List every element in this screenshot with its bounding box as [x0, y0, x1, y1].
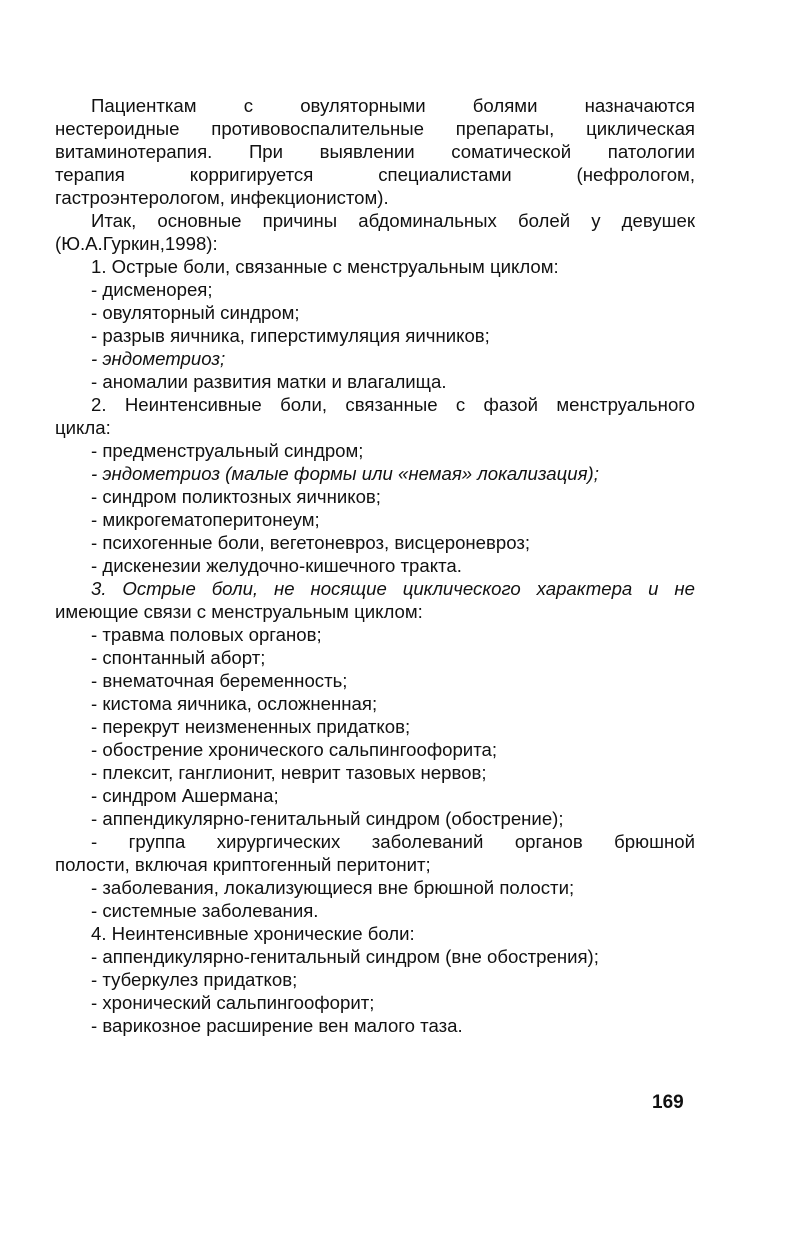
text-line: витаминотерапия. При выявлении соматической патологии — [55, 141, 695, 162]
list-item: - аппендикулярно-генитальный синдром (обострение); — [91, 808, 564, 829]
list-heading: 1. Острые боли, связанные с менструальным циклом: — [91, 256, 559, 277]
list-item: - синдром Ашермана; — [91, 785, 279, 806]
list-item: - хронический сальпингоофорит; — [91, 992, 375, 1013]
list-item: - аномалии развития матки и влагалища. — [91, 371, 447, 392]
list-item: - эндометриоз; — [91, 348, 226, 369]
list-heading: 3. Острые боли, не носящие циклического характера и не — [91, 578, 695, 599]
text-line: терапия корригируется специалистами (нефрологом, — [55, 164, 695, 185]
list-item: - предменструальный синдром; — [91, 440, 364, 461]
list-item: - дисменорея; — [91, 279, 213, 300]
page-number: 169 — [652, 1092, 684, 1113]
text-line: нестероидные противовоспалительные препараты, циклическая — [55, 118, 695, 139]
list-item: - аппендикулярно-генитальный синдром (вне обострения); — [91, 946, 599, 967]
list-item: - обострение хронического сальпингоофорита; — [91, 739, 498, 760]
list-item: - спонтанный аборт; — [91, 647, 266, 668]
list-item: - заболевания, локализующиеся вне брюшной полости; — [91, 877, 575, 898]
list-item: - внематочная беременность; — [91, 670, 348, 691]
list-item: - туберкулез придатков; — [91, 969, 298, 990]
list-item: - психогенные боли, вегетоневроз, висцероневроз; — [91, 532, 531, 553]
text-line: Итак, основные причины абдоминальных болей у девушек — [91, 210, 695, 231]
text-line: гастроэнтерологом, инфекционистом). — [55, 187, 389, 208]
list-item: - синдром поликтозных яичников; — [91, 486, 381, 507]
list-heading: цикла: — [55, 417, 111, 438]
list-heading: имеющие связи с менструальным циклом: — [55, 601, 423, 622]
list-item: - варикозное расширение вен малого таза. — [91, 1015, 463, 1036]
list-item: - разрыв яичника, гиперстимуляция яичников; — [91, 325, 490, 346]
list-item: - группа хирургических заболеваний органов брюшной — [91, 831, 695, 852]
list-heading: 4. Неинтенсивные хронические боли: — [91, 923, 415, 944]
list-item: - системные заболевания. — [91, 900, 319, 921]
list-item: - овуляторный синдром; — [91, 302, 300, 323]
text-line: (Ю.А.Гуркин,1998): — [55, 233, 218, 254]
list-item: - дискенезии желудочно-кишечного тракта. — [91, 555, 462, 576]
list-heading: 2. Неинтенсивные боли, связанные с фазой менструального — [91, 394, 695, 415]
list-item: полости, включая криптогенный перитонит; — [55, 854, 431, 875]
list-item: - эндометриоз (малые формы или «немая» локализация); — [91, 463, 599, 484]
list-item: - травма половых органов; — [91, 624, 322, 645]
list-item: - кистома яичника, осложненная; — [91, 693, 378, 714]
list-item: - перекрут неизмененных придатков; — [91, 716, 411, 737]
list-item: - плексит, ганглионит, неврит тазовых нервов; — [91, 762, 487, 783]
text-line: Пациенткам с овуляторными болями назначаются — [91, 95, 695, 116]
list-item: - микрогематоперитонеум; — [91, 509, 320, 530]
